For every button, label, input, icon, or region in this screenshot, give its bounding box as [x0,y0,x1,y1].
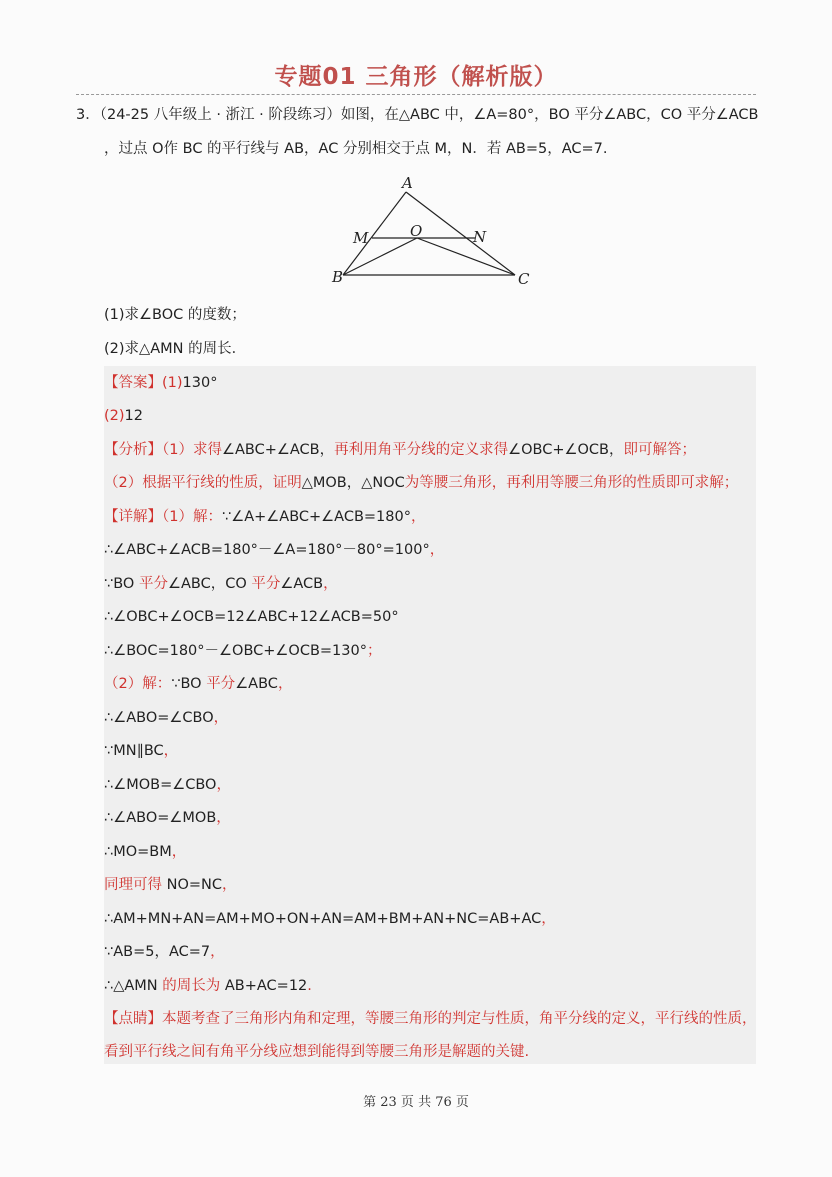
label-o: O [410,222,423,240]
answer-line-2 [104,406,143,426]
analysis-tag: 【分析】 [104,442,162,458]
analysis-line-2 [104,473,738,493]
detail-text: ∴AM+MN+AN=AM+MO+ON+AN=AM+BM+AN+NC=AB+AC [104,911,542,927]
detail-line-10 [104,808,231,828]
detail-text: （2）解： [104,676,172,692]
analysis-text: 为等腰三角形，再利用等腰三角形的性质即可求解； [404,475,739,491]
question-line-2: ，过点 O作 BC 的平行线与 AB，AC 分别相交于点 M，N．若 AB=5，AC=7. [104,141,608,157]
detail-text: ∠ABC [235,676,278,692]
detail-line-2 [104,540,444,560]
analysis-text: （2）根据平行线的性质，证明 [104,475,302,491]
detail-text: ∵MN∥BC [104,743,164,759]
detail-line-5 [104,641,381,661]
detail-line-9 [104,775,231,795]
detail-text: （1）解： [162,509,222,525]
detail-text: 的周长为 [162,978,225,994]
page-footer: 第 23 页 共 76 页 [363,1095,469,1110]
comment-line-1: 【点睛】本题考查了三角形内角和定理，等腰三角形的判定与性质，角平分线的定义，平行线的性质， [104,1011,757,1027]
detail-line-11 [104,842,186,862]
answer-part-1-value: 130° [182,375,218,391]
answer-line-1 [104,373,217,393]
answer-part-1-number: (1) [162,375,183,391]
question-part-1: (1)求∠BOC 的度数； [104,307,246,323]
side-ac [406,192,515,275]
answer-part-2-value: 12 [124,408,143,424]
detail-text: ， [277,676,293,692]
detail-text: ， [210,944,225,960]
detail-text: ， [213,710,229,726]
detail-line-6 [104,674,292,694]
detail-text: AB+AC=12 [224,978,308,994]
detail-text: ， [216,777,231,793]
title-divider [76,94,756,95]
detail-text: ， [410,509,426,525]
detail-text: ∴∠ABO=∠MOB [104,810,217,826]
detail-text: ， [323,576,338,592]
label-m: M [353,229,369,247]
detail-text: ∵BO [104,576,139,592]
detail-text: ∵∠A+∠ABC+∠ACB=180° [221,509,411,525]
analysis-text: 即可解答； [623,442,696,458]
detail-text: ， [171,844,187,860]
detail-text: ∴△AMN [104,978,163,994]
label-n: N [473,228,487,246]
detail-line-4 [104,607,399,627]
detail-text: ， [163,743,179,759]
detail-text: ∴∠OBC+∠OCB=12∠ABC+12∠ACB=50° [104,609,399,625]
answer-tag: 【答案】 [104,375,162,391]
detail-text: ∴∠BOC=180°－∠OBC+∠OCB=130° [104,643,367,659]
detail-tag: 【详解】 [104,509,162,525]
label-a: A [402,174,413,192]
detail-text: ∴∠MOB=∠CBO [104,777,217,793]
detail-line-12 [104,875,237,895]
triangle-figure [325,172,545,290]
detail-line-7 [104,708,228,728]
analysis-line-1 [104,440,696,460]
label-b: B [332,268,344,286]
analysis-text: ∠ABC+∠ACB， [221,442,335,458]
detail-text: ∵BO [171,676,207,692]
detail-text: ， [222,877,237,893]
analysis-text: ∠OBC+∠OCB， [508,442,624,458]
detail-line-1 [104,507,425,527]
comment-line-2: 看到平行线之间有角平分线应想到能得到等腰三角形是解题的关键. [104,1044,530,1060]
detail-text: ， [429,542,445,558]
detail-text: 同理可得 [104,877,167,893]
detail-text: 平分 [206,676,236,692]
detail-text: ， [216,810,231,826]
detail-line-15 [104,976,312,996]
detail-text: NO=NC [166,877,222,893]
detail-text: ∵AB=5，AC=7 [104,944,211,960]
analysis-text: 再利用角平分线的定义求得 [334,442,509,458]
segment-oc [417,238,515,275]
page-title: 专题01 三角形（解析版） [274,64,558,90]
detail-text: ∠ABC，CO [167,576,252,592]
question-part-2: (2)求△AMN 的周长． [104,341,247,357]
detail-text: ∴MO=BM [104,844,172,860]
detail-text: ∴∠ABC+∠ACB=180°－∠A=180°－80°=100° [104,542,430,558]
detail-line-8 [104,741,178,761]
detail-text: ∴∠ABO=∠CBO [104,710,214,726]
detail-text: . [307,978,312,994]
analysis-text: （1）求得 [162,442,222,458]
detail-text: ， [541,911,556,927]
detail-text: ； [366,643,382,659]
question-line-1: 3．（24-25 八年级上 · 浙江 · 阶段练习）如图，在△ABC 中，∠A=80°，BO 平分∠ABC，CO 平分∠ACB [76,107,759,123]
detail-text: 平分 [138,576,168,592]
detail-text: ∠ACB [280,576,324,592]
detail-line-13 [104,909,556,929]
answer-part-2-number: (2) [104,408,125,424]
detail-text: 平分 [251,576,281,592]
detail-line-3 [104,574,338,594]
detail-line-14 [104,942,225,962]
label-c: C [518,270,530,288]
analysis-text: △MOB，△NOC [301,475,405,491]
